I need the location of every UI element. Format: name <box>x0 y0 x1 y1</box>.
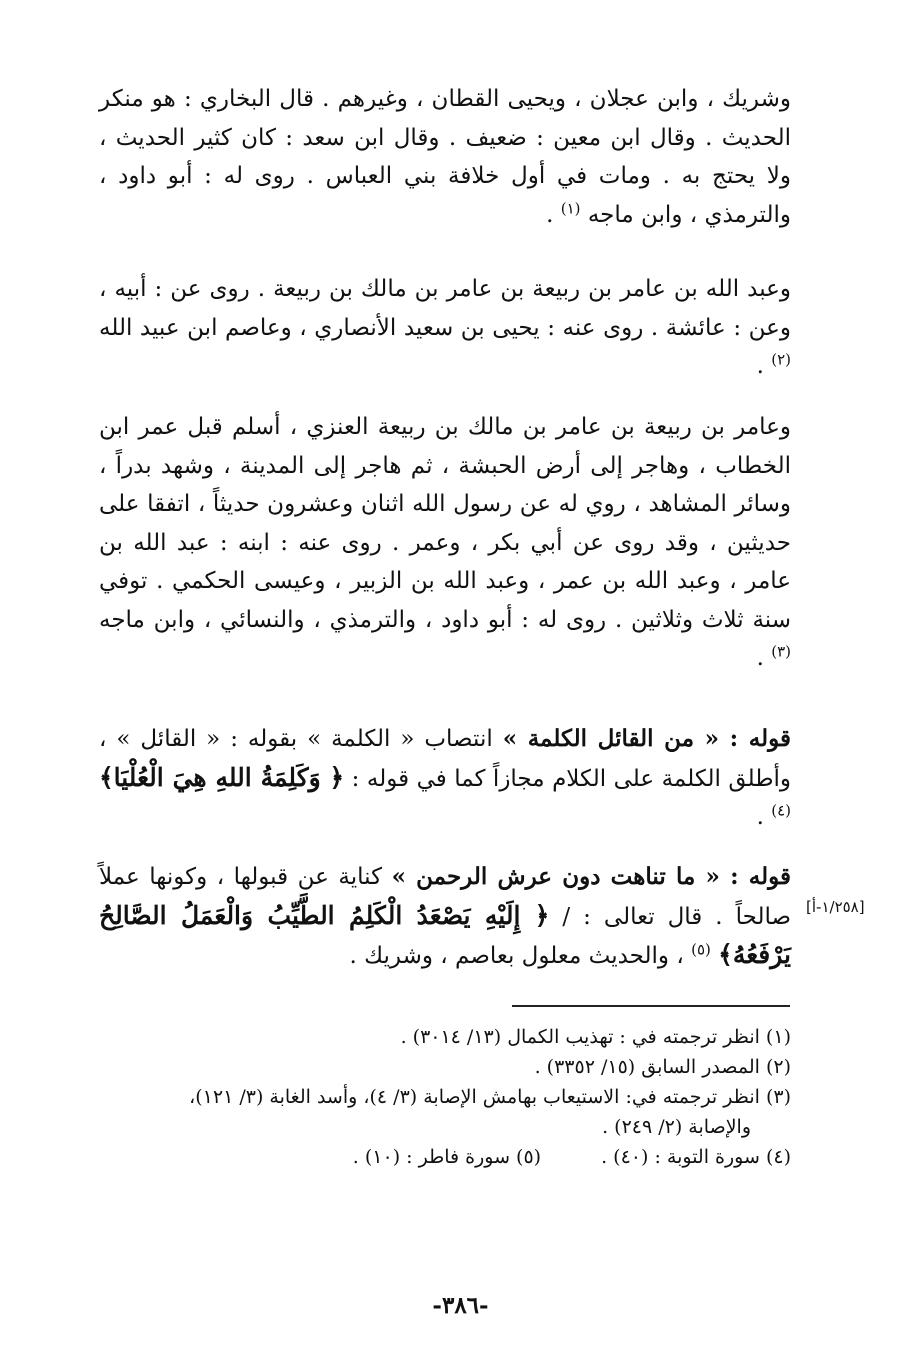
commentary-lead: قوله : « ما تناهت دون عرش الرحمن » <box>391 863 792 890</box>
footnote-3-continued: والإصابة (٢/ ٢٤٩) . <box>602 1116 751 1138</box>
paragraph-text: وعبد الله بن عامر بن ربيعة بن عامر بن مالك بن ربيعة . روى عن : أبيه ، وعن : عائشة . روى عنه : يحيى بن سعيد الأنصاري ، وعاصم ابن عبيد الله <box>99 276 791 341</box>
paragraph-sharik: وشريك ، وابن عجلان ، ويحيى القطان ، وغيرهم . قال البخاري : هو منكر الحديث . وقال ابن معين : ضعيف . وقال ابن سعد : كان كثير الحديث ، ولا يحتج به . ومات في أول خلافة بني العباس . روى له : أبو داود ، والترمذي ، وابن ماجه $^{(١)}$ . <box>99 86 791 228</box>
manuscript-folio-note: [١/٢٥٨-أ] <box>806 898 865 916</box>
paragraph-text: انتصاب « الكلمة » بقوله : « القائل » ، وأطلق الكلمة على الكلام مجازاً كما في قوله : <box>99 726 791 792</box>
quran-verse: ﴿ وَكَلِمَةُ اللهِ هِيَ الْعُلْيَا﴾ <box>99 762 345 792</box>
footnote-divider <box>512 1005 790 1007</box>
footnote-2: (٢) المصدر السابق (١٥/ ٣٣٥٢) . <box>534 1056 791 1078</box>
footnote-4: (٤) سورة التوبة : (٤٠) . <box>601 1146 791 1168</box>
commentary-lead: قوله : « من القائل الكلمة » <box>502 725 792 752</box>
footnote-ref[interactable]: (١) <box>560 198 581 217</box>
footnote-ref[interactable]: (٥) <box>691 940 711 959</box>
paragraph-ma-tanahat <box>99 858 791 976</box>
footnote-3: (٣) انظر ترجمته في: الاستيعاب بهامش الإصابة (٣/ ٤)، وأسد الغابة (٣/ ١٢١)، <box>189 1086 791 1108</box>
paragraph-amir-ibn-rabia: وعامر بن ربيعة بن عامر بن مالك بن ربيعة العنزي ، أسلم قبل عمر ابن الخطاب ، وهاجر إلى أرض الحبشة ، ثم هاجر إلى المدينة ، وشهد بدراً ، وسائر المشاهد ، روي له عن رسول الله اثنان وعشرون حديثاً ، اتفقا على حديثين ، وقد روى عن أبي بكر ، وعمر . روى عنه : ابنه : عبد الله بن عامر ، وعبد الله بن عمر ، وعبد الله بن الزبير ، وعيسى الحكمي . توفي سنة ثلاث وثلاثين . روى له : أبو داود ، والترمذي ، والنسائي ، وابن ماجه $^{(٣)}$ . <box>99 414 791 671</box>
footnote-ref[interactable]: (٢) <box>771 350 791 369</box>
footnote-ref[interactable]: (٤) <box>771 801 791 820</box>
footnote-row-4-5 <box>91 1142 791 1172</box>
paragraph-text: ، والحديث معلول بعاصم ، وشريك . <box>349 943 692 969</box>
paragraph-text: كناية عن قبولها ، وكونها عملاً صالحاً . قال تعالى : / <box>99 864 791 930</box>
quran-verse: ﴿ إِلَيْهِ يَصْعَدُ الْكَلِمُ الطَّيِّبُ وَالْعَمَلُ الصَّالِحُ يَرْفَعُهُ﴾ <box>99 900 791 969</box>
paragraph-text: وشريك ، وابن عجلان ، ويحيى القطان ، وغيرهم . قال البخاري : هو منكر الحديث . وقال ابن معين : ضعيف . وقال ابن سعد : كان كثير الحديث ، ولا يحتج به . ومات في أول خلافة بني العباس . روى له : أبو داود ، والترمذي ، وابن ماجه <box>99 86 791 228</box>
paragraph-text: وعامر بن ربيعة بن عامر بن مالك بن ربيعة العنزي ، أسلم قبل عمر ابن الخطاب ، وهاجر إلى أرض الحبشة ، ثم هاجر إلى المدينة ، وشهد بدراً ، وسائر المشاهد ، روي له عن رسول الله اثنان وعشرون حديثاً ، اتفقا على حديثين ، وقد روى عن أبي بكر ، وعمر . روى عنه : ابنه : عبد الله بن عامر ، وعبد الله بن عمر ، وعبد الله بن الزبير ، وعيسى الحكمي . توفي سنة ثلاث وثلاثين . روى له : أبو داود ، والترمذي ، والنسائي ، وابن ماجه <box>99 414 791 633</box>
footnote-1: (١) انظر ترجمته في : تهذيب الكمال (١٣/ ٣٠١٤) . <box>400 1026 791 1048</box>
paragraph-abdullah-ibn-amir: وعبد الله بن عامر بن ربيعة بن عامر بن مالك بن ربيعة . روى عن : أبيه ، وعن : عائشة . روى عنه : يحيى بن سعيد الأنصاري ، وعاصم ابن عبيد الله $^{(٢)}$ . <box>99 276 791 379</box>
page-number: -٣٨٦- <box>432 1292 489 1319</box>
paragraph-al-qail-al-kalima: قوله : « من القائل الكلمة » انتصاب « الكلمة » بقوله : « القائل » ، وأطلق الكلمة على الكلام مجازاً كما في قوله : ﴿ وَكَلِمَةُ اللهِ هِيَ الْعُلْيَا﴾$^{(٤)}$ . <box>99 725 792 830</box>
footnotes <box>91 1022 791 1172</box>
footnote-ref[interactable]: (٣) <box>771 642 791 661</box>
footnote-5: (٥) سورة فاطر : (١٠) . <box>352 1146 542 1168</box>
